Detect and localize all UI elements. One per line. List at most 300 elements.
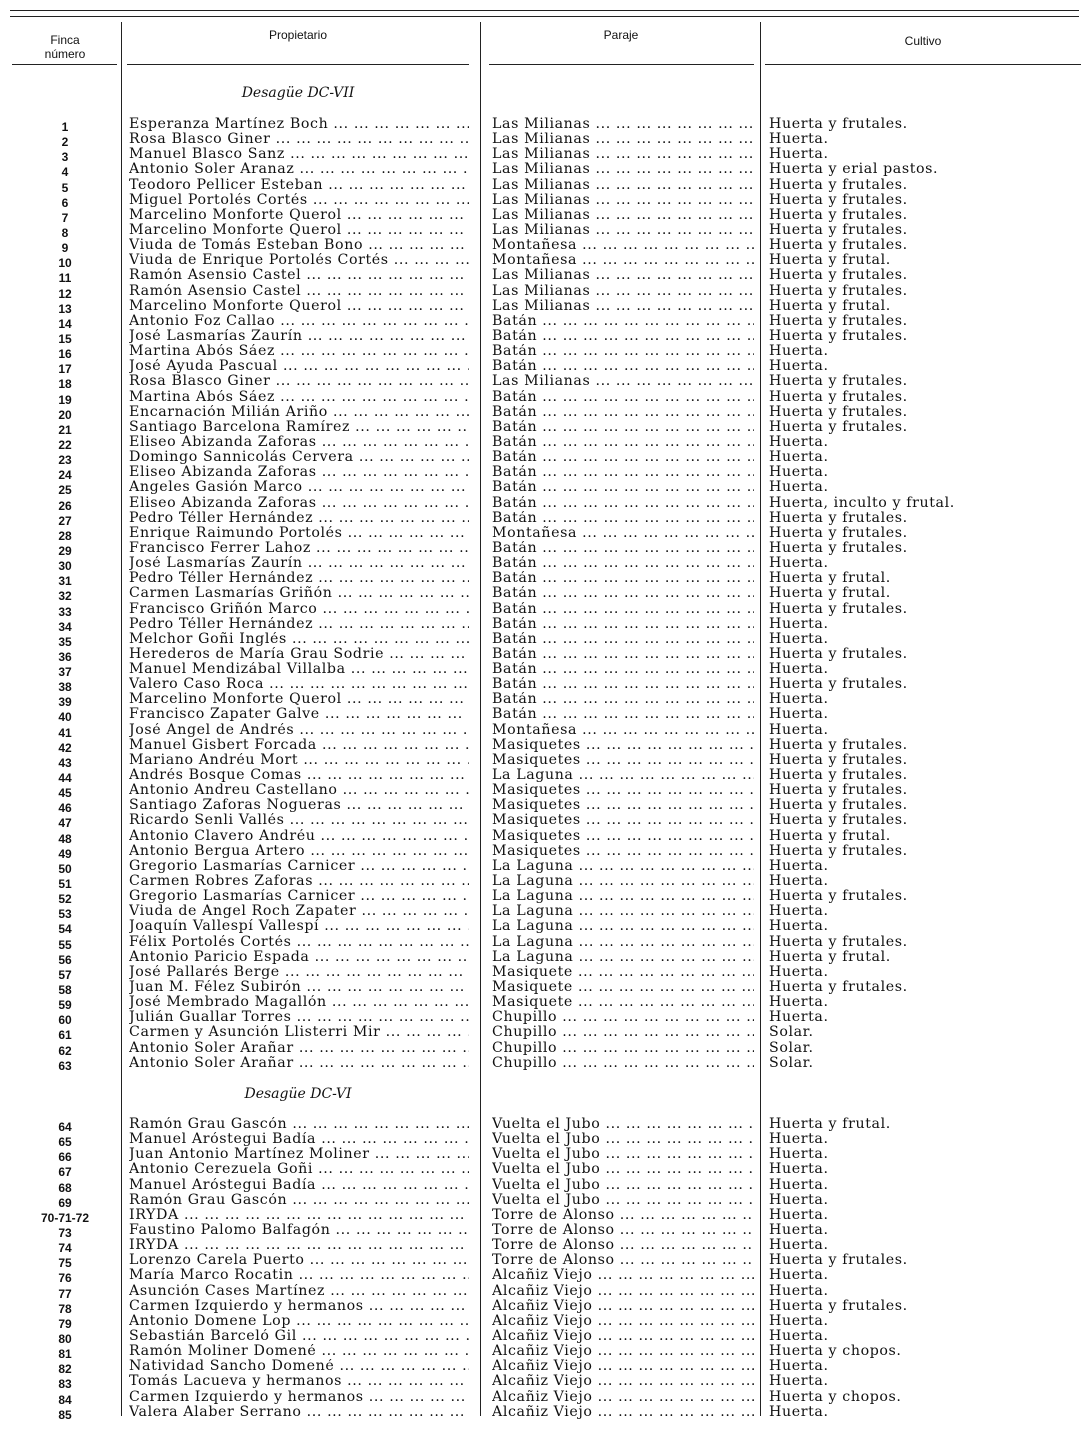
finca-number: 19: [58, 392, 72, 407]
table-row: [0, 405, 1089, 420]
propietario-cell: Antonio Andreu Castellano ... .: [129, 783, 469, 798]
table-row: [0, 223, 1089, 238]
cultivo-cell: Huerta y frutales.: [769, 389, 908, 405]
propietario-cell: José Ayuda Pascual ... .: [129, 359, 469, 374]
cultivo-cell: Huerta.: [769, 1238, 829, 1254]
propietario-cell: Eliseo Abizanda Zaforas ... .: [129, 465, 469, 480]
table-row: [0, 950, 1089, 965]
propietario-cell: Valera Alaber Serrano ... .: [129, 1405, 469, 1420]
paraje-cell: Batán ... .: [492, 511, 754, 526]
propietario-cell: Manuel Aróstegui Badía ... .: [129, 1178, 469, 1193]
propietario-cell: Carmen Izquierdo y hermanos ... .: [129, 1390, 469, 1405]
propietario-cell: Antonio Foz Callao ... .: [129, 314, 469, 329]
cultivo-cell: Huerta y frutales.: [769, 980, 908, 996]
finca-number: 33: [58, 604, 72, 619]
paraje-cell: Las Milianas ... .: [492, 374, 754, 389]
paraje-cell: Batán ... .: [492, 435, 754, 450]
cultivo-cell: Huerta y frutales.: [769, 737, 908, 753]
table-row: [0, 1299, 1089, 1314]
paraje-cell: La Laguna ... .: [492, 874, 754, 889]
finca-number: 46: [58, 801, 72, 816]
finca-number: 25: [58, 483, 72, 498]
propietario-cell: Ricardo Senli Vallés ... .: [129, 813, 469, 828]
finca-number: 16: [58, 347, 72, 362]
paraje-cell: Alcañiz Viejo ... .: [492, 1359, 754, 1374]
table-row: [0, 1268, 1089, 1286]
cultivo-cell: Solar.: [769, 1040, 814, 1056]
paraje-cell: Torre de Alonso ... .: [492, 1208, 754, 1223]
cultivo-cell: Huerta.: [769, 964, 829, 980]
propietario-cell: Sebastián Barceló Gil ... .: [129, 1329, 469, 1344]
cultivo-cell: Huerta y frutal.: [769, 253, 891, 269]
cultivo-cell: Huerta.: [769, 359, 829, 375]
propietario-cell: Joaquín Vallespí Vallespí ... .: [129, 919, 469, 934]
cultivo-cell: Huerta y frutales.: [769, 283, 908, 299]
table-row: [0, 132, 1089, 150]
cultivo-cell: Huerta y frutales.: [769, 374, 908, 390]
finca-number: 1: [61, 120, 69, 134]
table-row: [0, 586, 1089, 604]
table-row: [0, 162, 1089, 180]
propietario-cell: Pedro Téller Hernández ... .: [129, 511, 469, 526]
cultivo-cell: Huerta.: [769, 1313, 829, 1329]
propietario-cell: Valero Caso Roca ... .: [129, 677, 469, 692]
finca-number: 32: [58, 589, 72, 604]
cultivo-cell: Huerta y frutales.: [769, 934, 908, 950]
cultivo-cell: Solar.: [769, 1055, 814, 1071]
propietario-cell: José Angel de Andrés ... .: [129, 723, 469, 738]
cultivo-cell: Huerta y frutales.: [769, 798, 908, 814]
finca-number: 29: [58, 543, 72, 558]
cultivo-cell: Huerta.: [769, 465, 829, 481]
propietario-cell: Santiago Zaforas Nogueras ... .: [129, 798, 469, 813]
paraje-cell: Alcañiz Viejo ... .: [492, 1344, 754, 1359]
paraje-cell: Las Milianas ... .: [492, 299, 754, 314]
table-row: [0, 617, 1089, 632]
table-row: [0, 707, 1089, 725]
paraje-cell: Batán ... .: [492, 647, 754, 662]
cultivo-cell: Huerta y frutales.: [769, 328, 908, 344]
table-row: [0, 692, 1089, 710]
propietario-cell: IRYDA ... .: [129, 1208, 469, 1223]
top-rule: [10, 10, 1079, 11]
propietario-cell: Faustino Palomo Balfagón ... .: [129, 1223, 469, 1238]
cultivo-cell: Huerta.: [769, 1192, 829, 1208]
header-finca-line1: Finca: [50, 33, 80, 47]
section-title: Desagüe DC-VI: [244, 1086, 352, 1102]
finca-number: 35: [58, 634, 72, 649]
cultivo-cell: Huerta y frutal.: [769, 586, 891, 602]
finca-number: 75: [58, 1256, 72, 1271]
finca-number: 38: [58, 680, 72, 695]
finca-number: 50: [58, 861, 72, 876]
propietario-cell: Domingo Sannicolás Cervera ... .: [129, 450, 469, 465]
finca-number: 27: [58, 513, 72, 528]
finca-number: 60: [58, 1013, 72, 1028]
table-row: [0, 738, 1089, 753]
paraje-cell: Batán ... .: [492, 329, 754, 344]
cultivo-cell: Huerta y frutales.: [769, 843, 908, 859]
paraje-cell: Batán ... .: [492, 586, 754, 601]
finca-number: 39: [58, 695, 72, 710]
propietario-cell: Antonio Soler Arañar ... .: [129, 1041, 469, 1056]
cultivo-cell: Huerta.: [769, 1404, 829, 1420]
propietario-cell: Teodoro Pellicer Esteban ... .: [129, 178, 469, 193]
finca-number: 58: [58, 983, 72, 998]
finca-number: 47: [58, 816, 72, 831]
propietario-cell: Manuel Gisbert Forcada ... .: [129, 738, 469, 753]
finca-number: 65: [58, 1135, 72, 1150]
paraje-cell: Batán ... .: [492, 692, 754, 707]
finca-number: 7: [61, 210, 69, 225]
paraje-cell: Masiquetes ... .: [492, 829, 754, 844]
cultivo-cell: Huerta y frutal.: [769, 1117, 891, 1132]
cultivo-cell: Huerta y frutales.: [769, 510, 908, 526]
table-row: [0, 526, 1089, 541]
finca-number: 13: [58, 301, 72, 316]
table-row: [0, 904, 1089, 922]
propietario-cell: Enrique Raimundo Portolés ... .: [129, 526, 469, 541]
cultivo-cell: Huerta y frutales.: [769, 419, 908, 435]
table-row: [0, 1132, 1089, 1150]
paraje-cell: Batán ... .: [492, 450, 754, 465]
finca-number: 66: [58, 1150, 72, 1165]
table-row: [0, 1223, 1089, 1238]
paraje-cell: Las Milianas ... .: [492, 284, 754, 299]
paraje-cell: Batán ... .: [492, 496, 754, 511]
propietario-cell: Antonio Clavero Andréu ... .: [129, 829, 469, 844]
finca-number: 4: [61, 165, 69, 180]
propietario-cell: Viuda de Tomás Esteban Bono ... .: [129, 238, 469, 253]
paraje-cell: Alcañiz Viejo ... .: [492, 1314, 754, 1329]
table-row: [0, 1025, 1089, 1043]
finca-number: 31: [58, 574, 72, 589]
table-row: [0, 874, 1089, 892]
paraje-cell: Las Milianas ... .: [492, 193, 754, 208]
paraje-cell: La Laguna ... .: [492, 889, 754, 904]
finca-number: 59: [58, 998, 72, 1013]
cultivo-cell: Huerta.: [769, 1132, 829, 1148]
finca-number: 14: [58, 316, 72, 331]
finca-number: 20: [58, 407, 72, 422]
paraje-cell: Vuelta el Jubo ... .: [492, 1162, 754, 1177]
cultivo-cell: Huerta.: [769, 147, 829, 163]
cultivo-cell: Huerta, inculto y frutal.: [769, 495, 955, 511]
paraje-cell: Masiquete ... .: [492, 965, 754, 980]
table-row: [0, 480, 1089, 498]
cultivo-cell: Huerta y frutales.: [769, 313, 908, 329]
table-row: [0, 465, 1089, 483]
propietario-cell: Andrés Bosque Comas ... .: [129, 768, 469, 783]
cultivo-cell: Huerta.: [769, 556, 829, 572]
paraje-cell: Chupillo ... .: [492, 1056, 754, 1071]
finca-number: 36: [58, 649, 72, 664]
finca-number: 2: [61, 135, 69, 150]
cultivo-cell: Huerta.: [769, 344, 829, 360]
table-row: [0, 647, 1089, 662]
cultivo-cell: Solar.: [769, 1025, 814, 1041]
header-finca: [10, 33, 120, 61]
cultivo-cell: Huerta.: [769, 722, 829, 738]
finca-number: 3: [61, 150, 69, 165]
propietario-cell: Juan M. Félez Subirón ... .: [129, 980, 469, 995]
propietario-cell: Eliseo Abizanda Zaforas ... .: [129, 496, 469, 511]
paraje-cell: Alcañiz Viejo ... .: [492, 1299, 754, 1314]
paraje-cell: La Laguna ... .: [492, 904, 754, 919]
cultivo-cell: Huerta.: [769, 1359, 829, 1375]
paraje-cell: Batán ... .: [492, 707, 754, 722]
paraje-cell: Chupillo ... .: [492, 1041, 754, 1056]
propietario-cell: Antonio Domene Lop ... .: [129, 1314, 469, 1329]
section-title: Desagüe DC-VII: [241, 85, 355, 101]
finca-number: 83: [58, 1377, 72, 1392]
propietario-cell: Herederos de María Grau Sodrie ... .: [129, 647, 469, 662]
paraje-cell: Masiquete ... .: [492, 980, 754, 995]
table-row: [0, 117, 1089, 132]
propietario-cell: Marcelino Monforte Querol ... .: [129, 692, 469, 707]
paraje-cell: Alcañiz Viejo ... .: [492, 1390, 754, 1405]
table-row: [0, 1390, 1089, 1405]
propietario-cell: Mariano Andréu Mort ... .: [129, 753, 469, 768]
finca-number: 8: [61, 225, 69, 240]
paraje-cell: Alcañiz Viejo ... .: [492, 1268, 754, 1283]
cultivo-cell: Huerta.: [769, 1283, 829, 1299]
propietario-cell: Esperanza Martínez Boch ... .: [129, 117, 469, 132]
header-underline: [127, 64, 469, 65]
table-row: [0, 284, 1089, 299]
cultivo-cell: Huerta.: [769, 1177, 829, 1193]
finca-number: 67: [58, 1165, 72, 1180]
table-row: [0, 390, 1089, 405]
cultivo-cell: Huerta y frutales.: [769, 1253, 908, 1269]
finca-number: 48: [58, 831, 72, 846]
cultivo-cell: Huerta.: [769, 132, 829, 148]
propietario-cell: María Marco Rocatin ... .: [129, 1268, 469, 1283]
table-row: [0, 359, 1089, 377]
propietario-cell: Rosa Blasco Giner ... .: [129, 374, 469, 389]
propietario-cell: Ramón Grau Gascón ... .: [129, 1193, 469, 1208]
propietario-cell: Pedro Téller Hernández ... .: [129, 571, 469, 586]
paraje-cell: Batán ... .: [492, 617, 754, 632]
paraje-cell: Batán ... .: [492, 344, 754, 359]
finca-number: 9: [61, 241, 69, 256]
cultivo-cell: Huerta y frutales.: [769, 207, 908, 223]
finca-number: 54: [58, 922, 72, 937]
paraje-cell: Las Milianas ... .: [492, 147, 754, 162]
propietario-cell: Félix Portolés Cortés ... .: [129, 935, 469, 950]
section-rows: [0, 1117, 1089, 1420]
propietario-cell: Carmen Lasmarías Griñón ... .: [129, 586, 469, 601]
cultivo-cell: Huerta y frutales.: [769, 677, 908, 693]
table-row: [0, 1208, 1089, 1223]
cultivo-cell: Huerta y erial pastos.: [769, 162, 939, 178]
paraje-cell: Batán ... .: [492, 677, 754, 692]
header-paraje: Paraje: [603, 28, 639, 42]
finca-number: 74: [58, 1241, 72, 1256]
propietario-cell: Gregorio Lasmarías Carnicer ... .: [129, 859, 469, 874]
table-row: [0, 1253, 1089, 1271]
finca-number: 10: [58, 256, 72, 271]
cultivo-cell: Huerta.: [769, 1207, 829, 1223]
propietario-cell: Rosa Blasco Giner ... .: [129, 132, 469, 147]
header-underline: [12, 64, 117, 65]
finca-number: 55: [58, 937, 72, 952]
propietario-cell: Melchor Goñi Inglés ... .: [129, 632, 469, 647]
header-cultivo: Cultivo: [904, 34, 942, 48]
paraje-cell: Masiquetes ... .: [492, 844, 754, 859]
table-row: [0, 1162, 1089, 1180]
paraje-cell: La Laguna ... .: [492, 768, 754, 783]
propietario-cell: Marcelino Monforte Querol ... .: [129, 299, 469, 314]
table-row: [0, 1374, 1089, 1392]
paraje-cell: Vuelta el Jubo ... .: [492, 1178, 754, 1193]
table-row: [0, 919, 1089, 937]
finca-number: 49: [58, 846, 72, 861]
finca-number: 62: [58, 1043, 72, 1058]
cultivo-cell: Huerta y frutales.: [769, 540, 908, 556]
paraje-cell: La Laguna ... .: [492, 919, 754, 934]
propietario-cell: Antonio Soler Aranaz ... .: [129, 162, 469, 177]
propietario-cell: Antonio Cerezuela Goñi ... .: [129, 1162, 469, 1177]
header-propietario: Propietario: [268, 28, 328, 42]
table-row: [0, 238, 1089, 256]
finca-number: 78: [58, 1301, 72, 1316]
table-row: [0, 1405, 1089, 1420]
paraje-cell: Masiquetes ... .: [492, 753, 754, 768]
propietario-cell: Marcelino Monforte Querol ... .: [129, 208, 469, 223]
table-row: [0, 783, 1089, 801]
cultivo-cell: Huerta.: [769, 874, 829, 890]
table-row: [0, 344, 1089, 362]
paraje-cell: Torre de Alonso ... .: [492, 1238, 754, 1253]
header-underline: [765, 64, 1081, 65]
table-row: [0, 1041, 1089, 1056]
table-row: [0, 450, 1089, 468]
propietario-cell: Gregorio Lasmarías Carnicer ... .: [129, 889, 469, 904]
table-row: [0, 253, 1089, 271]
propietario-cell: Martina Abós Sáez ... .: [129, 344, 469, 359]
finca-number: 21: [58, 422, 72, 437]
propietario-cell: Angeles Gasión Marco ... .: [129, 480, 469, 495]
table-row: [0, 556, 1089, 574]
paraje-cell: Batán ... .: [492, 465, 754, 480]
table-row: [0, 965, 1089, 980]
paraje-cell: La Laguna ... .: [492, 950, 754, 965]
finca-number: 57: [58, 967, 72, 982]
paraje-cell: Las Milianas ... .: [492, 162, 754, 177]
paraje-cell: Masiquetes ... .: [492, 798, 754, 813]
paraje-cell: La Laguna ... .: [492, 859, 754, 874]
paraje-cell: Batán ... .: [492, 390, 754, 405]
finca-number: 79: [58, 1316, 72, 1331]
table-row: [0, 995, 1089, 1013]
propietario-cell: Ramón Moliner Domené ... .: [129, 1344, 469, 1359]
cultivo-cell: Huerta.: [769, 662, 829, 678]
table-row: [0, 374, 1089, 392]
table-row: [0, 1147, 1089, 1165]
finca-number: 52: [58, 892, 72, 907]
propietario-cell: José Lasmarías Zaurín ... .: [129, 556, 469, 571]
paraje-cell: Vuelta el Jubo ... .: [492, 1147, 754, 1162]
cultivo-cell: Huerta y frutales.: [769, 768, 908, 784]
table-row: [0, 571, 1089, 589]
finca-number: 85: [58, 1407, 72, 1422]
propietario-cell: Marcelino Monforte Querol ... .: [129, 223, 469, 238]
cultivo-cell: Huerta y frutales.: [769, 222, 908, 238]
table-row: [0, 859, 1089, 874]
cultivo-cell: Huerta.: [769, 707, 829, 723]
cultivo-cell: Huerta y frutal.: [769, 298, 891, 314]
table-row: [0, 723, 1089, 738]
cultivo-cell: Huerta.: [769, 1328, 829, 1344]
table-row: [0, 632, 1089, 647]
paraje-cell: Las Milianas ... .: [492, 178, 754, 193]
table-row: [0, 420, 1089, 435]
cultivo-cell: Huerta y frutal.: [769, 571, 891, 587]
table-row: [0, 753, 1089, 768]
cultivo-cell: Huerta y frutales.: [769, 1298, 908, 1314]
cultivo-cell: Huerta y frutales.: [769, 813, 908, 829]
cultivo-cell: Huerta.: [769, 1147, 829, 1163]
paraje-cell: Batán ... .: [492, 405, 754, 420]
section-rows: [0, 117, 1089, 1071]
finca-number: 53: [58, 907, 72, 922]
cultivo-cell: Huerta y frutales.: [769, 117, 908, 132]
paraje-cell: Vuelta el Jubo ... .: [492, 1132, 754, 1147]
propietario-cell: Manuel Aróstegui Badía ... .: [129, 1132, 469, 1147]
table-row: [0, 1329, 1089, 1344]
finca-number: 69: [58, 1195, 72, 1210]
finca-number: 43: [58, 755, 72, 770]
table-row: [0, 435, 1089, 450]
paraje-cell: Torre de Alonso ... .: [492, 1253, 754, 1268]
paraje-cell: La Laguna ... .: [492, 935, 754, 950]
propietario-cell: Pedro Téller Hernández ... .: [129, 617, 469, 632]
cultivo-cell: Huerta y frutales.: [769, 192, 908, 208]
table-row: [0, 1344, 1089, 1362]
paraje-cell: Batán ... .: [492, 541, 754, 556]
paraje-cell: Las Milianas ... .: [492, 268, 754, 283]
paraje-cell: Montañesa ... .: [492, 238, 754, 253]
propietario-cell: IRYDA ... .: [129, 1238, 469, 1253]
table-row: [0, 1284, 1089, 1299]
finca-number: 37: [58, 665, 72, 680]
propietario-cell: Viuda de Enrique Portolés Cortés ... .: [129, 253, 469, 268]
table-row: [0, 193, 1089, 208]
cultivo-cell: Huerta.: [769, 1162, 829, 1178]
finca-number: 73: [58, 1225, 72, 1240]
paraje-cell: Alcañiz Viejo ... .: [492, 1374, 754, 1389]
propietario-cell: Antonio Bergua Artero ... .: [129, 844, 469, 859]
table-row: [0, 496, 1089, 511]
finca-number: 30: [58, 559, 72, 574]
propietario-cell: Asunción Cases Martínez ... .: [129, 1284, 469, 1299]
finca-number: 61: [58, 1028, 72, 1043]
cultivo-cell: Huerta y frutales.: [769, 601, 908, 617]
paraje-cell: Batán ... .: [492, 314, 754, 329]
paraje-cell: Batán ... .: [492, 632, 754, 647]
cultivo-cell: Huerta y chopos.: [769, 1389, 902, 1405]
cultivo-cell: Huerta.: [769, 450, 829, 466]
cultivo-cell: Huerta.: [769, 1374, 829, 1390]
table-row: [0, 541, 1089, 556]
finca-number: 80: [58, 1331, 72, 1346]
table-row: [0, 662, 1089, 680]
finca-number: 17: [58, 362, 72, 377]
cultivo-cell: Huerta y frutales.: [769, 889, 908, 905]
finca-number: 5: [61, 180, 69, 195]
cultivo-cell: Huerta y frutal.: [769, 949, 891, 965]
